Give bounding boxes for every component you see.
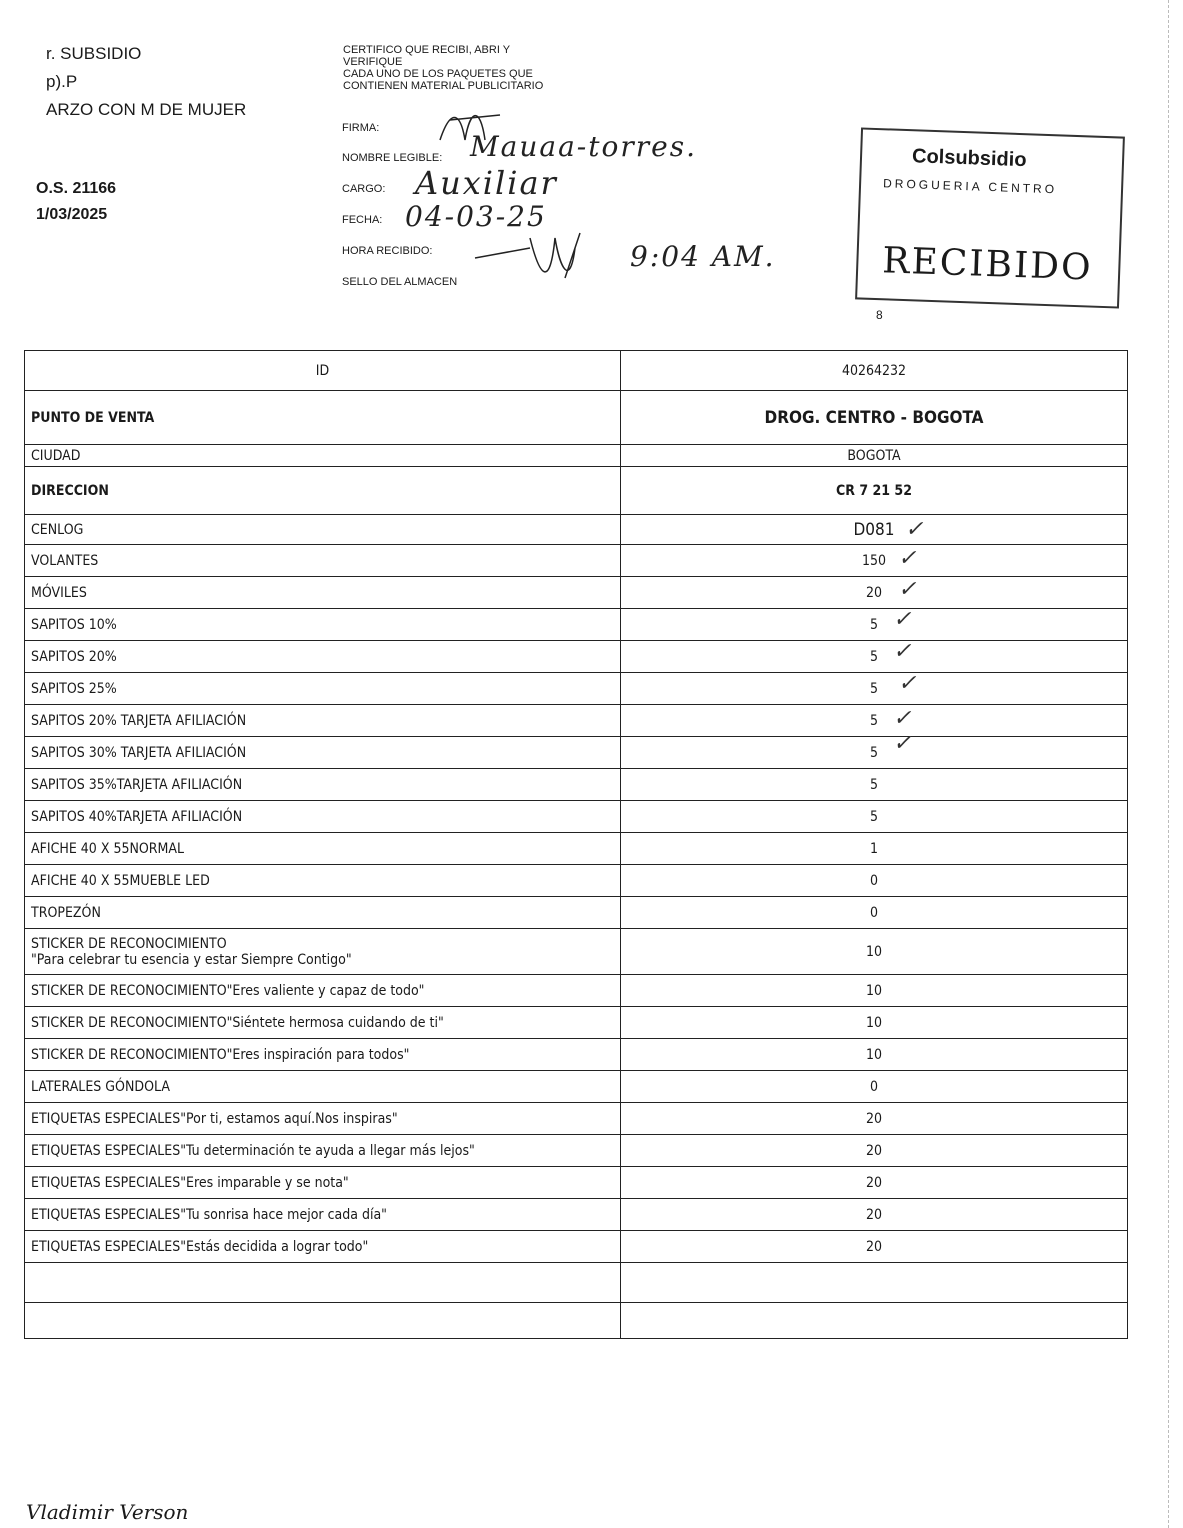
footer-signature: Vladimir Verson [26, 1500, 189, 1524]
page-number: 8 [876, 308, 883, 322]
row-value: 10 [621, 1039, 1128, 1071]
row-label-cell [25, 801, 621, 833]
row-value: DROG. CENTRO - BOGOTA [621, 391, 1128, 445]
row-value: 5 [621, 769, 1128, 801]
fecha-label: FECHA: [342, 214, 383, 226]
row-label: SAPITOS 10% [31, 616, 117, 633]
certification-text [343, 44, 543, 92]
table-row [25, 737, 1128, 769]
row-label-cell [25, 897, 621, 929]
row-label: ETIQUETAS ESPECIALES"Tu determinación te ayuda a llegar más lejos" [31, 1142, 475, 1159]
row-label-cell [25, 641, 621, 673]
row-label-cell [25, 1303, 621, 1339]
table-row [25, 897, 1128, 929]
nombre-label: NOMBRE LEGIBLE: [342, 152, 443, 164]
fecha-handwritten: 04-03-25 [405, 200, 547, 233]
table-row [25, 1303, 1128, 1339]
row-label-cell [25, 1007, 621, 1039]
row-value: 0 [621, 865, 1128, 897]
row-value: 0 [621, 1071, 1128, 1103]
row-label: SAPITOS 40%TARJETA AFILIACIÓN [31, 808, 243, 825]
row-value: 5 [621, 673, 1128, 705]
row-value: CR 7 21 52 [621, 467, 1128, 515]
row-label: CIUDAD [31, 447, 81, 464]
row-value: 20 [621, 1135, 1128, 1167]
row-label: AFICHE 40 X 55NORMAL [31, 840, 185, 857]
row-value [621, 1263, 1128, 1303]
firma-label: FIRMA: [342, 122, 380, 134]
table-row [25, 801, 1128, 833]
row-value: 20 [621, 577, 1128, 609]
row-value: 10 [621, 929, 1128, 975]
row-value: 5 [621, 737, 1128, 769]
order-block [36, 176, 116, 228]
row-label: ID [315, 362, 330, 379]
row-value [621, 1303, 1128, 1339]
table-row [25, 865, 1128, 897]
row-label: STICKER DE RECONOCIMIENTO"Eres inspiración para todos" [31, 1046, 410, 1063]
material-table [24, 350, 1128, 1339]
order-date: 1/03/2025 [36, 206, 108, 223]
table-row [25, 1231, 1128, 1263]
row-value: 20 [621, 1103, 1128, 1135]
check-mark: ✓ [898, 576, 917, 601]
header-line-1: r. SUBSIDIO [46, 44, 142, 63]
table-row [25, 545, 1128, 577]
row-label: STICKER DE RECONOCIMIENTO [31, 935, 227, 952]
received-stamp [855, 127, 1125, 308]
nombre-handwritten: Mauaa-torres. [470, 130, 697, 163]
row-label: SAPITOS 25% [31, 680, 117, 697]
table-row [25, 445, 1128, 467]
table-row [25, 641, 1128, 673]
row-label: SAPITOS 20% TARJETA AFILIACIÓN [31, 712, 247, 729]
table-row [25, 467, 1128, 515]
table-row [25, 929, 1128, 975]
header-line-2: p).P [46, 72, 78, 91]
row-value: 10 [621, 975, 1128, 1007]
table-row [25, 673, 1128, 705]
check-mark: ✓ [893, 606, 912, 631]
table-row [25, 833, 1128, 865]
row-label-cell [25, 515, 621, 545]
row-label: ETIQUETAS ESPECIALES"Tu sonrisa hace mejor cada día" [31, 1206, 387, 1223]
cert-line-4: CONTIENEN MATERIAL PUBLICITARIO [343, 80, 544, 92]
cert-line-3: CADA UNO DE LOS PAQUETES QUE [343, 68, 533, 80]
table-row [25, 391, 1128, 445]
table-row [25, 1167, 1128, 1199]
row-value: 5 [621, 641, 1128, 673]
row-label-cell [25, 545, 621, 577]
table-row [25, 577, 1128, 609]
stamp-brand: Colsubsidio [911, 145, 1027, 172]
row-label: MÓVILES [31, 584, 87, 601]
row-value: 5 [621, 801, 1128, 833]
check-mark: ✓ [898, 545, 917, 570]
row-label-cell [25, 1167, 621, 1199]
cargo-handwritten: Auxiliar [415, 164, 558, 202]
hora-label: HORA RECIBIDO: [342, 245, 433, 257]
row-label: VOLANTES [31, 552, 99, 569]
row-label-cell [25, 1231, 621, 1263]
row-value: 0 [621, 897, 1128, 929]
row-label: LATERALES GÓNDOLA [31, 1078, 170, 1095]
row-label: SAPITOS 30% TARJETA AFILIACIÓN [31, 744, 247, 761]
check-mark: ✓ [893, 705, 912, 730]
table-row [25, 1263, 1128, 1303]
row-value: 5 [621, 705, 1128, 737]
table-row [25, 515, 1128, 545]
row-label-cell [25, 445, 621, 467]
row-label-cell [25, 391, 621, 445]
row-label-cell [25, 1103, 621, 1135]
table-row [25, 1071, 1128, 1103]
cert-line-2: VERIFIQUE [343, 56, 403, 68]
row-label-cell [25, 351, 621, 391]
row-label: TROPEZÓN [31, 904, 101, 921]
table-row [25, 1199, 1128, 1231]
row-label-cell [25, 769, 621, 801]
row-label-cell [25, 1039, 621, 1071]
row-value: 20 [621, 1199, 1128, 1231]
row-label-cell [25, 673, 621, 705]
hora-signature-mark [470, 228, 600, 298]
row-label-line-2: "Para celebrar tu esencia y estar Siempre Contigo" [31, 951, 352, 968]
row-label: CENLOG [31, 521, 84, 538]
row-label: AFICHE 40 X 55MUEBLE LED [31, 872, 210, 889]
check-mark: ✓ [893, 730, 912, 755]
scan-edge-line [1167, 0, 1169, 1528]
row-value: 1 [621, 833, 1128, 865]
cargo-label: CARGO: [342, 183, 386, 195]
row-label-cell [25, 1199, 621, 1231]
row-label-cell [25, 577, 621, 609]
row-label-cell [25, 737, 621, 769]
row-value: D081 [621, 515, 1128, 545]
table-row [25, 975, 1128, 1007]
row-label-cell [25, 467, 621, 515]
row-label: ETIQUETAS ESPECIALES"Eres imparable y se nota" [31, 1174, 349, 1191]
row-label: SAPITOS 20% [31, 648, 117, 665]
row-label-cell [25, 865, 621, 897]
row-label-cell [25, 609, 621, 641]
row-value: BOGOTA [621, 445, 1128, 467]
header-line-3: ARZO CON M DE MUJER [46, 100, 247, 119]
table-row [25, 351, 1128, 391]
sello-label: SELLO DEL ALMACEN [342, 276, 458, 288]
row-label: STICKER DE RECONOCIMIENTO"Siéntete hermosa cuidando de ti" [31, 1014, 444, 1031]
row-label: ETIQUETAS ESPECIALES"Estás decidida a lograr todo" [31, 1238, 369, 1255]
table-row [25, 609, 1128, 641]
row-label-cell [25, 705, 621, 737]
row-label: DIRECCION [31, 482, 109, 499]
header-left [46, 40, 246, 124]
row-value: 20 [621, 1167, 1128, 1199]
check-mark: ✓ [905, 516, 924, 541]
table-row [25, 1007, 1128, 1039]
row-label: PUNTO DE VENTA [31, 409, 155, 426]
row-value: 10 [621, 1007, 1128, 1039]
table-row [25, 769, 1128, 801]
row-label: ETIQUETAS ESPECIALES"Por ti, estamos aquí.Nos inspiras" [31, 1110, 398, 1127]
table-row [25, 705, 1128, 737]
row-value: 20 [621, 1231, 1128, 1263]
table-row [25, 1103, 1128, 1135]
check-mark: ✓ [898, 670, 917, 695]
row-label-cell [25, 929, 621, 975]
row-label-cell [25, 975, 621, 1007]
hora-handwritten: 9:04 AM. [630, 240, 776, 273]
table-row [25, 1135, 1128, 1167]
stamp-status: RECIBIDO [881, 240, 1094, 289]
cert-line-1: CERTIFICO QUE RECIBI, ABRI Y [343, 44, 511, 56]
check-mark: ✓ [893, 638, 912, 663]
row-label: SAPITOS 35%TARJETA AFILIACIÓN [31, 776, 243, 793]
order-number: O.S. 21166 [36, 180, 117, 197]
row-value: 150 [621, 545, 1128, 577]
row-value: 5 [621, 609, 1128, 641]
row-label-cell [25, 833, 621, 865]
row-label-cell [25, 1071, 621, 1103]
row-label-cell [25, 1263, 621, 1303]
row-label-cell [25, 1135, 621, 1167]
table-row [25, 1039, 1128, 1071]
row-value: 40264232 [621, 351, 1128, 391]
row-label: STICKER DE RECONOCIMIENTO"Eres valiente y capaz de todo" [31, 982, 425, 999]
stamp-store: DROGUERIA CENTRO [882, 176, 1058, 197]
